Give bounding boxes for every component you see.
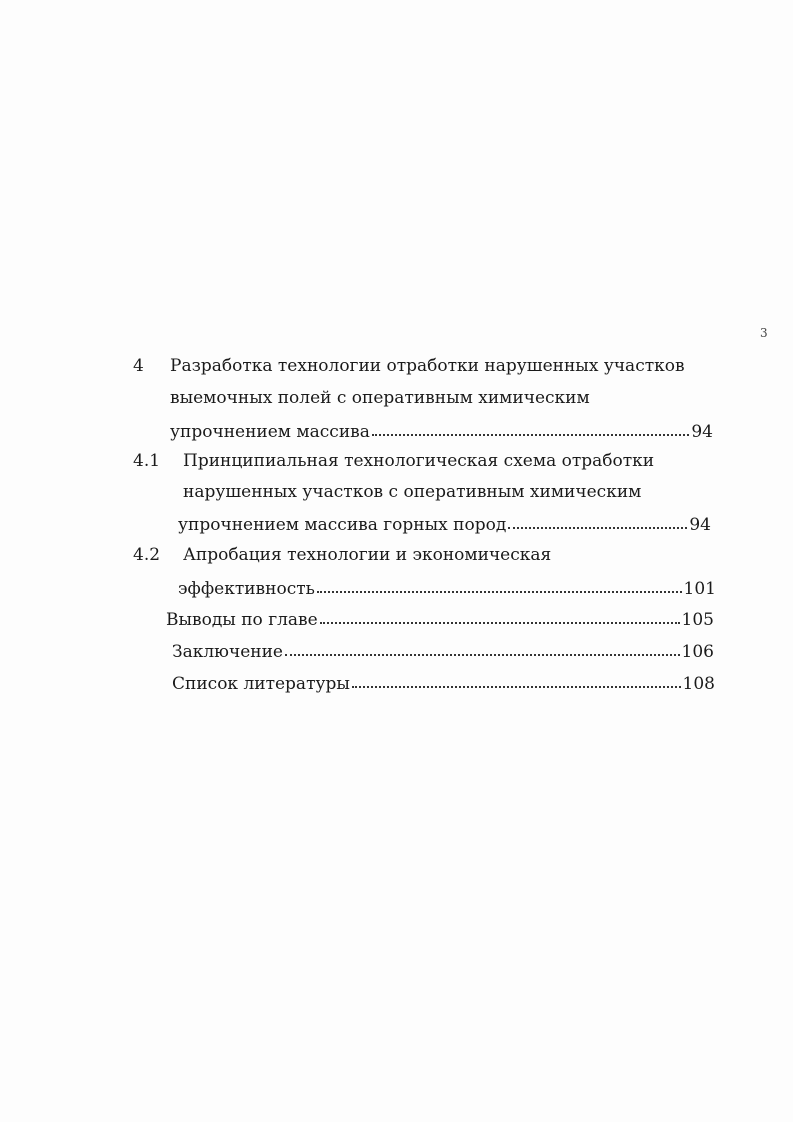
toc-s42-entry-last: [178, 576, 716, 600]
toc-s41-line1: Принципиальная технологическая схема отработки: [183, 451, 655, 471]
toc-ch4-number: 4: [133, 356, 144, 376]
toc-s42-line2: эффективность: [178, 579, 315, 599]
toc-s41-number: 4.1: [133, 451, 161, 471]
toc-s41-line3: упрочнением массива горных пород: [178, 515, 507, 535]
toc-s42-leader-dots: [317, 576, 682, 593]
toc-s42-line1: Апробация технологии и экономическая: [183, 545, 552, 565]
toc-references-entry: [172, 671, 715, 695]
toc-ch4-line1: Разработка технологии отработки нарушенных участков: [170, 356, 685, 376]
toc-s41-line2: нарушенных участков с оперативным химическим: [183, 482, 642, 502]
toc-references-page: 108: [682, 674, 715, 694]
toc-s41-entry-last: [178, 512, 711, 536]
toc-ch4-line3: упрочнением массива: [170, 422, 370, 442]
toc-conclusions-entry: [166, 607, 714, 631]
toc-s42-page: 101: [683, 579, 716, 599]
toc-conclusions-title: Выводы по главе: [166, 610, 318, 630]
toc-conclusions-leader-dots: [320, 607, 680, 624]
toc-summary-page: 106: [681, 642, 714, 662]
toc-references-leader-dots: [352, 671, 681, 688]
page-number: 3: [760, 326, 768, 340]
toc-s41-leader-dots: [508, 512, 687, 529]
toc-ch4-line2: выемочных полей с оперативным химическим: [170, 388, 590, 408]
toc-ch4-page: 94: [691, 422, 713, 442]
toc-summary-entry: [172, 639, 714, 663]
toc-summary-title: Заключение: [172, 642, 283, 662]
toc-ch4-leader-dots: [372, 419, 689, 436]
toc-references-title: Список литературы: [172, 674, 350, 694]
toc-s41-page: 94: [689, 515, 711, 535]
toc-conclusions-page: 105: [681, 610, 714, 630]
toc-summary-leader-dots: [285, 639, 680, 656]
toc-s42-number: 4.2: [133, 545, 161, 565]
toc-ch4-entry-last: [170, 419, 713, 443]
